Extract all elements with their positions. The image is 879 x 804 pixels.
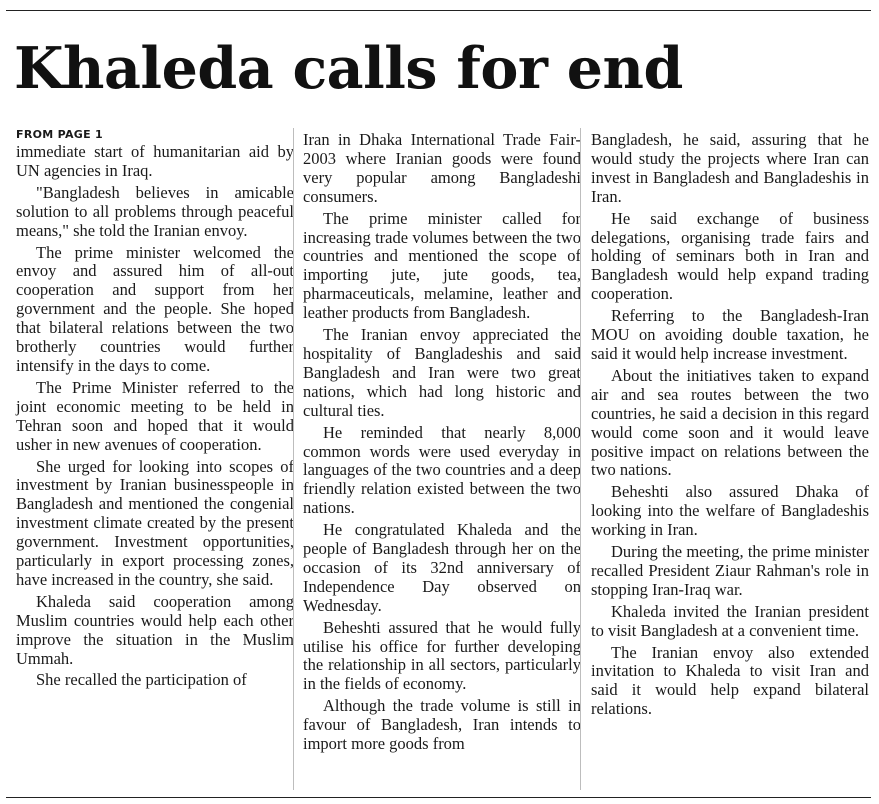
paragraph: "Bangladesh believes in amicable solution to all problems through peaceful means," she told the Iranian envoy. xyxy=(16,182,294,240)
paragraph: She recalled the participation of xyxy=(36,670,247,690)
paragraph: About the initiatives taken to expand air and sea routes between the two countries, he said a decision in this regard would come soon and it would leave positive impact on relations between the two nations. xyxy=(591,365,869,480)
kicker-from-page-1: FROM PAGE 1 xyxy=(16,128,104,141)
paragraph: The Prime Minister referred to the joint economic meeting to be held in Tehran soon and hoped that it would usher in new avenues of cooperation. xyxy=(16,377,294,454)
column-divider xyxy=(580,128,581,790)
paragraph: The Iranian envoy appreciated the hospitality of Bangladeshis and said Bangladesh and Iran were two great nations, which had long historic and cultural ties. xyxy=(303,325,581,420)
paragraph: Iran in Dhaka International Trade Fair-2003 where Iranian goods were found very popular among Bangladeshi consumers. xyxy=(303,130,581,206)
paragraph: Beheshti also assured Dhaka of looking into the welfare of Bangladeshis working in Iran. xyxy=(591,482,869,540)
article-column-1 xyxy=(16,128,294,693)
paragraph: The Iranian envoy also extended invitation to Khaleda to visit Iran and said it would help expand bilateral relations. xyxy=(591,642,869,719)
headline: Khaleda calls for end xyxy=(14,35,683,102)
paragraph: During the meeting, the prime minister recalled President Ziaur Rahman's role in stopping Iran-Iraq war. xyxy=(591,542,869,599)
paragraph: She urged for looking into scopes of investment by Iranian businesspeople in Bangladesh and mentioned the congenial investment climate created by the present government. Investment opportunities, particularly in export processing zones, have increased in the country, she said. xyxy=(16,456,294,589)
paragraph: Referring to the Bangladesh-Iran MOU on avoiding double taxation, he said it would help increase investment. xyxy=(591,306,869,363)
article-column-2 xyxy=(303,131,581,757)
paragraph: The prime minister called for increasing trade volumes between the two countries and mentioned the scope of importing jute, jute goods, tea, pharmaceuticals, melamine, leather and leather products from Bangladesh. xyxy=(303,208,581,323)
paragraph: immediate start of humanitarian aid by UN agencies in Iraq. xyxy=(16,142,294,180)
paragraph: Beheshti assured that he would fully utilise his office for further developing the relationship in all sectors, particularly in the fields of economy. xyxy=(303,617,581,694)
column-divider xyxy=(293,128,294,790)
paragraph: Khaleda invited the Iranian president to visit Bangladesh at a convenient time. xyxy=(591,601,869,640)
paragraph: He reminded that nearly 8,000 common words were used everyday in languages of the two countries and a deep friendly relation existed between the two nations. xyxy=(303,422,581,518)
top-rule xyxy=(6,10,871,11)
paragraph: He congratulated Khaleda and the people of Bangladesh through her on the occasion of its 32nd anniversary of Independence Day observed on Wednesday. xyxy=(303,520,581,615)
paragraph: The prime minister welcomed the envoy and assured him of all-out cooperation and support from her government and the people. She hoped that bilateral relations between the two brotherly countries would further intensify in the days to come. xyxy=(16,242,294,375)
paragraph: Khaleda said cooperation among Muslim countries would help each other improve the situation in the Muslim Ummah. xyxy=(16,591,294,668)
bottom-rule xyxy=(6,797,871,798)
paragraph: Bangladesh, he said, assuring that he would study the projects where Iran can invest in Bangladesh and Bangladeshis in Iran. xyxy=(591,130,869,206)
paragraph: Although the trade volume is still in favour of Bangladesh, Iran intends to import more goods from xyxy=(303,696,581,754)
paragraph: He said exchange of business delegations, organising trade fairs and holding of seminars both in Iran and Bangladesh would help expand trading cooperation. xyxy=(591,208,869,304)
article-column-3 xyxy=(591,131,869,722)
